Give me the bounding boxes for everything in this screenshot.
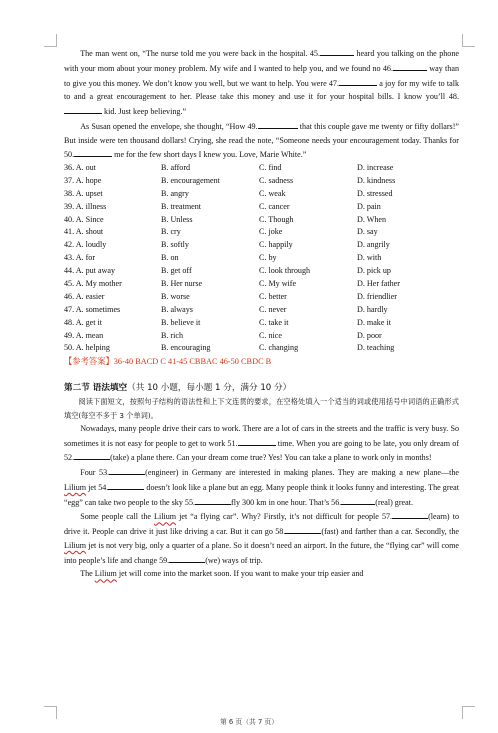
option-cell: 47. A. sometimes xyxy=(64,304,121,314)
option-cell: B. believe it xyxy=(161,317,201,327)
option-row xyxy=(64,278,459,291)
crop-mark-top-right xyxy=(462,34,475,47)
option-cell: 40. A. Since xyxy=(64,214,104,224)
option-cell: B. softly xyxy=(161,240,189,250)
option-cell: B. encouragement xyxy=(161,175,220,185)
text-run: kid. Just keep believing.” xyxy=(102,107,187,116)
option-row xyxy=(64,317,459,330)
option-cell: 44. A. put away xyxy=(64,266,116,276)
spellcheck-word: Lilium xyxy=(64,482,87,492)
option-cell: B. rich xyxy=(161,330,184,340)
answer-blank xyxy=(258,119,298,129)
option-cell: 46. A. easier xyxy=(64,291,105,301)
text-run: me for the few short days I knew you. Love, Marie White.” xyxy=(112,150,307,160)
option-cell: B. angry xyxy=(161,188,189,198)
option-cell: B. get off xyxy=(161,266,192,276)
text-run: jet is not very big, only a quarter of a plane. So it doesn’t need an airport. In the future, the “flying car” will come into people’s life and change 59. xyxy=(64,540,459,565)
option-cell: 43. A. for xyxy=(64,253,96,263)
option-row xyxy=(64,330,459,343)
option-cell: B. encouraging xyxy=(161,343,211,353)
option-cell: 49. A. mean xyxy=(64,330,104,340)
answer-blank xyxy=(392,509,428,519)
option-cell: 50. A. helping xyxy=(64,343,110,353)
option-cell: B. Unless xyxy=(161,214,193,224)
option-cell: 36. A. out xyxy=(64,163,96,172)
option-cell: C. by xyxy=(259,253,277,263)
text-run: Four 53. xyxy=(80,468,110,478)
answer-blank xyxy=(341,495,375,505)
text-run: The xyxy=(80,569,95,579)
option-cell: C. Though xyxy=(259,214,294,224)
option-cell: D. pain xyxy=(357,201,381,211)
answer-blank xyxy=(64,104,102,114)
text-run: (learn) to drive it. People can drive it just like driving a car. But it can go 58. xyxy=(64,512,459,537)
option-row xyxy=(64,342,459,355)
option-cell: D. increase xyxy=(357,163,394,172)
text-run: (real) great. xyxy=(375,497,414,507)
option-row xyxy=(64,175,459,188)
option-cell: D. When xyxy=(357,214,387,224)
text-run: jet “a flying car”. Why? Firstly, it’s not difficult for people 57. xyxy=(176,512,393,522)
option-cell: B. cry xyxy=(161,227,181,237)
option-cell: C. joke xyxy=(259,227,283,237)
spellcheck-word: Lilium xyxy=(94,569,117,579)
option-cell: 45. A. My mother xyxy=(64,279,122,289)
option-cell: C. better xyxy=(259,291,287,301)
option-cell: C. look through xyxy=(259,266,311,276)
option-cell: B. afford xyxy=(161,163,191,172)
option-row xyxy=(64,304,459,317)
text-run: (fast) and farther than a car. Secondly, the xyxy=(321,527,459,537)
option-cell: 38. A. upset xyxy=(64,188,103,198)
answer-blank xyxy=(393,61,427,71)
text-run: fly 300 km in one hour. That’s 56. xyxy=(231,497,342,507)
option-row xyxy=(64,188,459,201)
option-cell: B. on xyxy=(161,253,179,263)
option-cell: 37. A. hope xyxy=(64,175,102,185)
option-cell: C. find xyxy=(259,163,282,172)
option-cell: D. angrily xyxy=(357,240,390,250)
spellcheck-word: Lilium xyxy=(64,540,87,550)
text-run: (engineer) in Germany are interested in making planes. They are making a new plane—the xyxy=(145,468,460,478)
section-title-note: （共 10 小题，每小题 1 分，满分 10 分） xyxy=(127,383,292,394)
spellcheck-word: Lilium xyxy=(154,512,177,522)
option-cell: D. with xyxy=(357,253,382,263)
option-cell: C. changing xyxy=(259,343,299,353)
section-instructions: 阅读下面短文，按照句子结构的语法性和上下文连贯的要求，在空格处填入一个适当的词或使用括号中词语的正确形式填空(每空不多于 3 个单词)。 xyxy=(64,397,459,420)
option-cell: D. poor xyxy=(357,330,382,340)
option-cell: C. weak xyxy=(259,188,286,198)
option-cell: 41. A. shout xyxy=(64,227,104,237)
option-row xyxy=(64,265,459,278)
text-run: a joy for my wife to talk to and a great encouragement to her. Please take this money and use it for your hospital bills. I know you’ll 48. xyxy=(64,78,459,102)
option-cell: 48. A. get it xyxy=(64,317,102,327)
option-row xyxy=(64,214,459,227)
text-run: heard you talking on the phone with your mom about your money problem. My wife and I wanted to help you, and we found no 46. xyxy=(64,49,459,73)
answer-blank xyxy=(74,147,112,157)
text-run: jet will come into the market soon. If you want to make your trip easier and xyxy=(116,569,364,579)
option-cell: D. friendlier xyxy=(357,291,398,301)
answer-blank xyxy=(195,495,231,505)
answer-blank xyxy=(74,450,110,460)
page-footer: 第 6 页（共 7 页） xyxy=(219,718,279,726)
option-row xyxy=(64,252,459,265)
answer-blank xyxy=(109,465,145,475)
option-cell: D. stressed xyxy=(357,188,393,198)
passage-paragraph xyxy=(64,509,459,567)
option-cell: C. take it xyxy=(259,317,289,327)
option-cell: 39. A. illness xyxy=(64,201,107,211)
text-run: way than to give you this money. We don’t know you well, but we want to help. You were 47. xyxy=(64,63,459,88)
option-cell: B. worse xyxy=(161,291,190,301)
text-run: Nowadays, many people drive their cars to work. There are a lot of cars in the streets and the traffic is very busy. So sometimes it is not easy for people to get to work 51. xyxy=(64,423,459,448)
option-cell: D. hardly xyxy=(357,304,388,314)
passage-paragraph xyxy=(64,465,459,509)
text-run: jet 54. xyxy=(86,482,109,492)
text-run: Some people call the xyxy=(80,512,155,522)
text-run: that this couple gave me twenty or fifty dollars!” But inside were ten thousand dollars! Crying, she read the note, “Someone needs your encouragement today. Thanks for 50. xyxy=(64,121,459,160)
option-cell: B. Her nurse xyxy=(161,279,203,289)
options-table xyxy=(64,162,459,355)
option-cell: D. say xyxy=(357,227,378,237)
option-cell: C. My wife xyxy=(259,279,297,289)
option-cell: B. treatment xyxy=(161,201,202,211)
answer-blank xyxy=(238,436,276,446)
answer-blank xyxy=(169,553,205,563)
answer-blank xyxy=(320,46,354,56)
text-run: time. When you are going to be late, you only dream of 52. xyxy=(64,438,459,463)
answer-key: 【参考答案】36-40 BACD C 41-45 CBBAC 46-50 CBDC B xyxy=(64,357,272,367)
option-row xyxy=(64,239,459,252)
option-cell: C. happily xyxy=(259,240,293,250)
passage-paragraph xyxy=(64,567,459,581)
option-cell: 42. A. loudly xyxy=(64,240,107,250)
text-run: doesn’t look like a plane but an egg. Many people think it looks funny and interesting. The great “egg” can take two people to the sky 55. xyxy=(64,482,459,507)
text-run: (take) a plane there. Can your dream come true? Yes! You can take a plane to work only in months! xyxy=(110,453,432,463)
option-cell: D. kindness xyxy=(357,175,396,185)
section-title-text: 第二节 语法填空 xyxy=(64,383,128,394)
text-run: (we) ways of trip. xyxy=(205,555,263,565)
text-run: As Susan opened the envelope, she thought, “How 49. xyxy=(80,121,258,131)
passage-paragraph xyxy=(64,422,459,465)
option-row xyxy=(64,201,459,214)
option-row xyxy=(64,226,459,239)
option-cell: C. cancer xyxy=(259,201,290,211)
answer-blank xyxy=(339,76,377,86)
option-cell: D. make it xyxy=(357,317,391,327)
answer-blank xyxy=(285,524,321,534)
section-title xyxy=(64,381,459,395)
page-content xyxy=(64,46,459,581)
option-row xyxy=(64,291,459,304)
text-run: The man went on, “The nurse told me you were back in the hospital. 45. xyxy=(80,49,320,58)
option-cell: D. pick up xyxy=(357,266,391,276)
option-cell: B. always xyxy=(161,304,193,314)
answer-blank xyxy=(108,480,144,490)
option-cell: C. nice xyxy=(259,330,282,340)
passage-paragraph xyxy=(64,119,459,162)
option-cell: C. sadness xyxy=(259,175,294,185)
option-cell: C. never xyxy=(259,304,287,314)
crop-mark-top-left xyxy=(44,34,57,47)
option-row xyxy=(64,162,459,175)
option-cell: D. Her father xyxy=(357,279,400,289)
passage-paragraph xyxy=(64,46,459,119)
option-cell: D. teaching xyxy=(357,343,395,353)
